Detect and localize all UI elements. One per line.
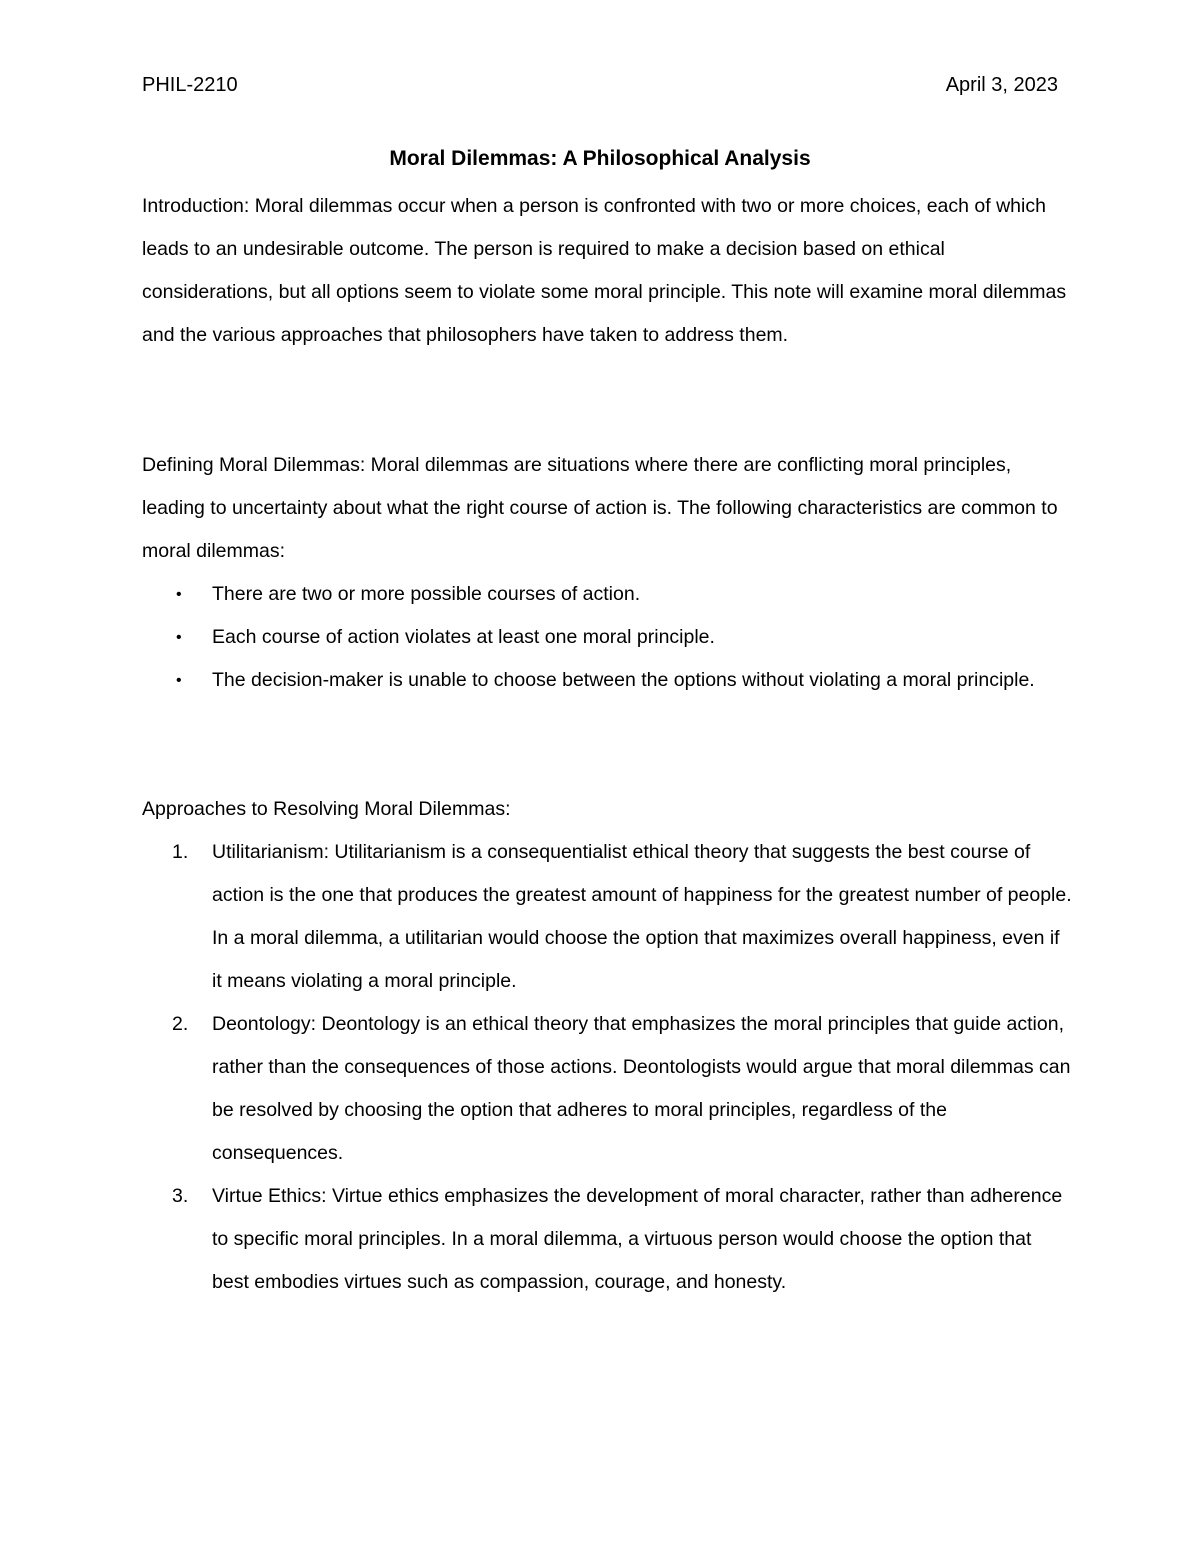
list-item-text: The decision-maker is unable to choose between the options without violating a moral principle. [212,669,1035,691]
bullet-icon: • [176,586,182,603]
list-item [142,616,1072,659]
introduction-paragraph [142,185,1072,357]
list-number: 2. [172,1013,189,1035]
list-item-text: Deontology: Deontology is an ethical theory that emphasizes the moral principles that guide action, rather than the consequences of those actions. Deontologists would argue that moral dilemmas can be resolved by choosing the option that adheres to moral principles, regardless of the consequences. [212,1013,1071,1164]
list-item-text: Each course of action violates at least one moral principle. [212,626,715,648]
course-code: PHIL-2210 [142,74,238,96]
approaches-list [142,831,1072,1304]
document-date: April 3, 2023 [945,74,1058,96]
list-item-text: There are two or more possible courses of action. [212,583,641,605]
list-number: 3. [172,1185,189,1207]
bullet-icon: • [176,629,182,646]
defining-paragraph [142,444,1072,573]
introduction-text: Moral dilemmas occur when a person is confronted with two or more choices, each of which leads to an undesirable outcome. The person is required to make a decision based on ethical considerations, but all options seem to violate some moral principle. This note will examine moral dilemmas and the various approaches that philosophers have taken to address them. [142,195,1067,346]
list-item [142,831,1072,1003]
list-item [142,659,1072,702]
list-item [142,1175,1072,1304]
list-item [142,1003,1072,1175]
defining-label: Defining Moral Dilemmas: [142,454,366,476]
defining-text: Moral dilemmas are situations where there are conflicting moral principles, leading to uncertainty about what the right course of action is. The following characteristics are common to moral dilemmas: [142,454,1058,562]
bullet-icon: • [176,672,182,689]
list-item-text: Virtue Ethics: Virtue ethics emphasizes the development of moral character, rather than adherence to specific moral principles. In a moral dilemma, a virtuous person would choose the option that best embodies virtues such as compassion, courage, and honesty. [212,1185,1063,1293]
characteristics-list [142,573,1072,702]
list-number: 1. [172,841,189,863]
list-item [142,573,1072,616]
approaches-heading: Approaches to Resolving Moral Dilemmas: [142,798,511,820]
introduction-label: Introduction: [142,195,250,217]
list-item-text: Utilitarianism: Utilitarianism is a consequentialist ethical theory that suggests the best course of action is the one that produces the greatest amount of happiness for the greatest number of people. In a moral dilemma, a utilitarian would choose the option that maximizes overall happiness, even if it means violating a moral principle. [212,841,1072,992]
document-title: Moral Dilemmas: A Philosophical Analysis [389,147,811,170]
